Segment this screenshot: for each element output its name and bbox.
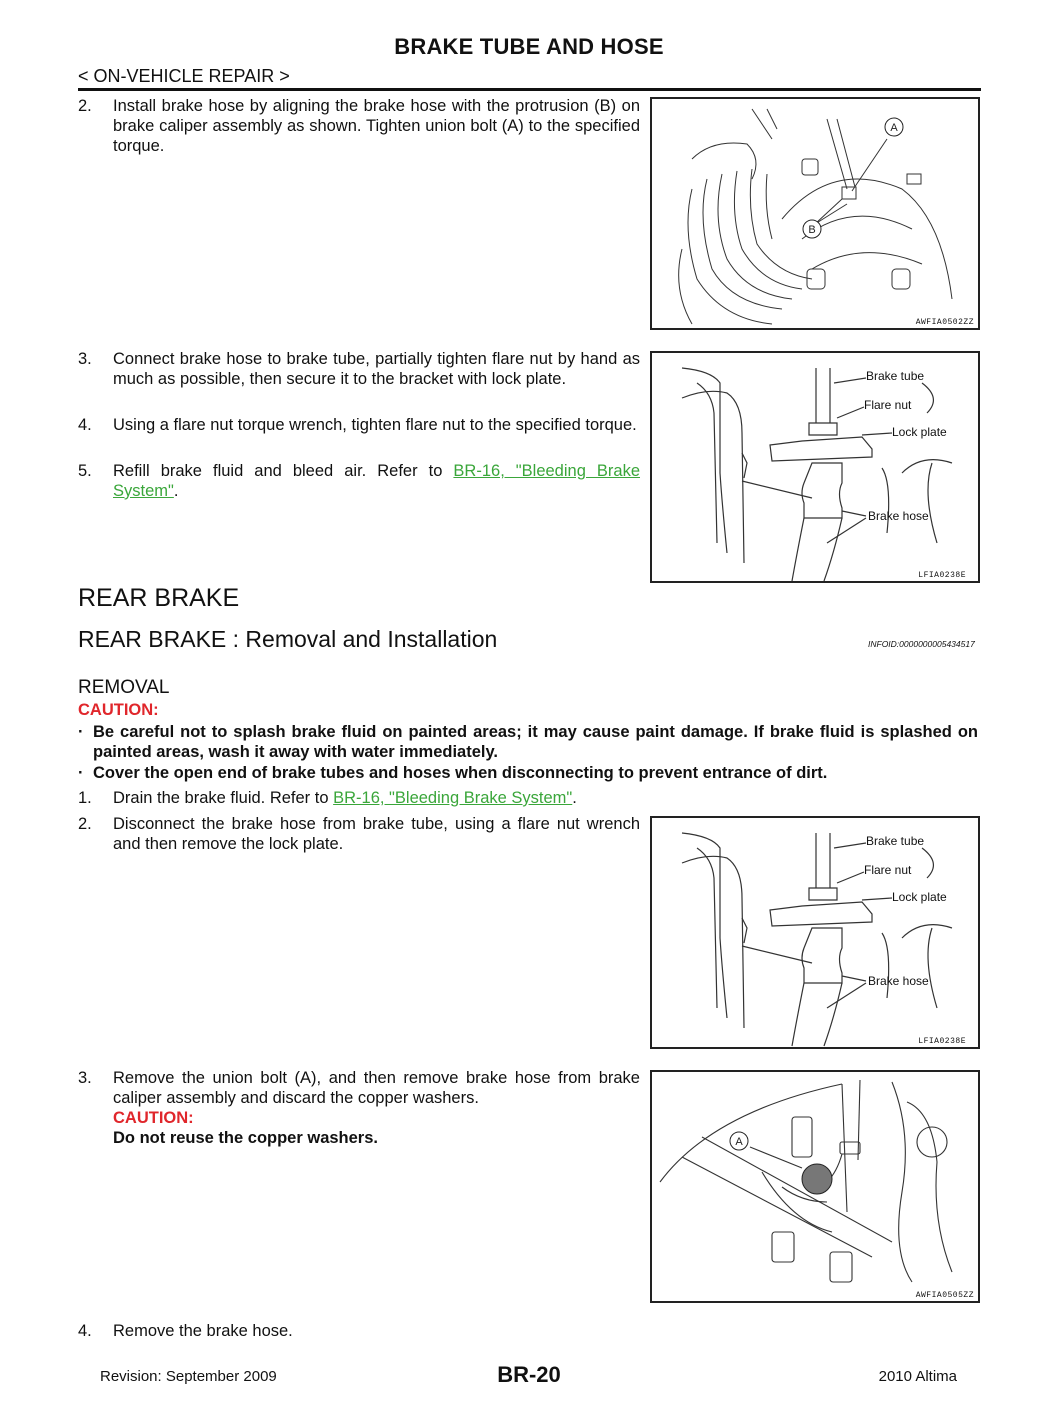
- step-text: [113, 461, 640, 501]
- brake-tube-hose-illustration: [652, 818, 978, 1047]
- section-heading-rear-brake: REAR BRAKE: [78, 584, 240, 612]
- install-step-5: [78, 461, 640, 501]
- brake-tube-hose-illustration: [652, 353, 978, 581]
- callout-A: [885, 118, 903, 136]
- figure-union-bolt-rear: [650, 1070, 980, 1303]
- removal-heading: REMOVAL: [78, 677, 170, 698]
- step-number: 5.: [78, 462, 92, 480]
- label-brake-hose: Brake hose: [868, 974, 929, 988]
- caution-bullet-2: [78, 763, 978, 783]
- figure-brake-tube-hose: [650, 351, 980, 583]
- section-header: < ON-VEHICLE REPAIR >: [78, 66, 290, 86]
- removal-step-4: [78, 1321, 640, 1341]
- header-divider: [78, 88, 981, 91]
- removal-step-3: [78, 1068, 640, 1148]
- label-flare-nut: Flare nut: [864, 863, 912, 877]
- bullet-icon: ·: [78, 723, 84, 741]
- label-brake-tube: Brake tube: [866, 369, 925, 383]
- step-text-body: Drain the brake fluid. Refer to: [113, 789, 334, 807]
- step-text: Using a flare nut torque wrench, tighten flare nut to the specified torque.: [113, 416, 637, 434]
- step-text-suffix: .: [173, 482, 179, 500]
- subsection-heading-removal-installation: REAR BRAKE : Removal and Installation: [78, 626, 498, 652]
- figure-id: AWFIA0505ZZ: [915, 1291, 974, 1300]
- page-number: BR-20: [497, 1362, 561, 1387]
- removal-step-1: [78, 788, 978, 808]
- caliper-illustration: [652, 99, 978, 328]
- figure-id: AWFIA0502ZZ: [915, 318, 974, 327]
- step-text-suffix: .: [572, 789, 577, 807]
- step-text: Disconnect the brake hose from brake tube, using a flare nut wrench and then remove the lock plate.: [113, 815, 640, 853]
- step-text: Connect brake hose to brake tube, partially tighten flare nut by hand as much as possible, then secure it to the bracket with lock plate.: [113, 350, 640, 388]
- caution-bullet-1: [78, 722, 978, 762]
- bullet-icon: ·: [78, 764, 84, 782]
- step-text: Remove the union bolt (A), and then remove brake hose from brake caliper assembly and discard the copper washers.: [113, 1069, 640, 1107]
- footer-model: 2010 Altima: [878, 1368, 957, 1385]
- install-step-4: [78, 415, 640, 435]
- step-text: Install brake hose by aligning the brake hose with the protrusion (B) on brake caliper assembly as shown. Tighten union bolt (A) to the specified torque.: [113, 97, 640, 155]
- union-bolt-marker: [802, 1164, 832, 1194]
- link-bleeding-brake-system[interactable]: BR-16, "Bleeding Brake System": [333, 789, 573, 807]
- step-number: 4.: [78, 416, 92, 434]
- svg-text:A: A: [890, 122, 898, 134]
- link-bleeding-brake-system[interactable]: BR-16, "Bleeding Brake System": [113, 462, 640, 500]
- caution-label: CAUTION:: [78, 701, 159, 719]
- svg-text:B: B: [808, 224, 816, 236]
- label-lock-plate: Lock plate: [892, 425, 947, 439]
- step-text: Remove the brake hose.: [113, 1322, 293, 1340]
- label-lock-plate: Lock plate: [892, 890, 947, 904]
- caution-text: Do not reuse the copper washers.: [113, 1129, 378, 1147]
- step-text: [113, 788, 978, 808]
- label-brake-hose: Brake hose: [868, 509, 929, 523]
- caution-text: Be careful not to splash brake fluid on painted areas; it may cause paint damage. If brake fluid is splashed on painted areas, wash it away with water immediately.: [93, 723, 978, 761]
- install-step-3: [78, 349, 640, 389]
- install-step-2: [78, 96, 640, 156]
- figure-caliper-union-bolt: [650, 97, 980, 330]
- label-brake-tube: Brake tube: [866, 834, 925, 848]
- step-number: 2.: [78, 97, 92, 115]
- removal-step-2: [78, 814, 640, 854]
- rear-caliper-illustration: [652, 1072, 978, 1301]
- step-number: 3.: [78, 1069, 92, 1087]
- caution-label: CAUTION:: [113, 1109, 194, 1127]
- figure-brake-tube-hose-removal: [650, 816, 980, 1049]
- figure-id: LFIA0238E: [918, 571, 966, 580]
- caution-text: Cover the open end of brake tubes and hoses when disconnecting to prevent entrance of dirt.: [93, 764, 828, 782]
- step-number: 2.: [78, 815, 92, 833]
- step-number: 4.: [78, 1322, 92, 1340]
- figure-id: LFIA0238E: [918, 1037, 966, 1046]
- callout-A: [730, 1132, 748, 1150]
- callout-B: [803, 220, 821, 238]
- step-text-body: Refill brake fluid and bleed air. Refer to: [113, 462, 454, 480]
- step-number: 3.: [78, 350, 92, 368]
- page-title: BRAKE TUBE AND HOSE: [394, 34, 664, 59]
- info-id: INFOID:0000000005434517: [868, 639, 975, 649]
- label-flare-nut: Flare nut: [864, 398, 912, 412]
- svg-text:A: A: [735, 1136, 743, 1148]
- step-number: 1.: [78, 789, 92, 807]
- footer-revision: Revision: September 2009: [100, 1368, 277, 1385]
